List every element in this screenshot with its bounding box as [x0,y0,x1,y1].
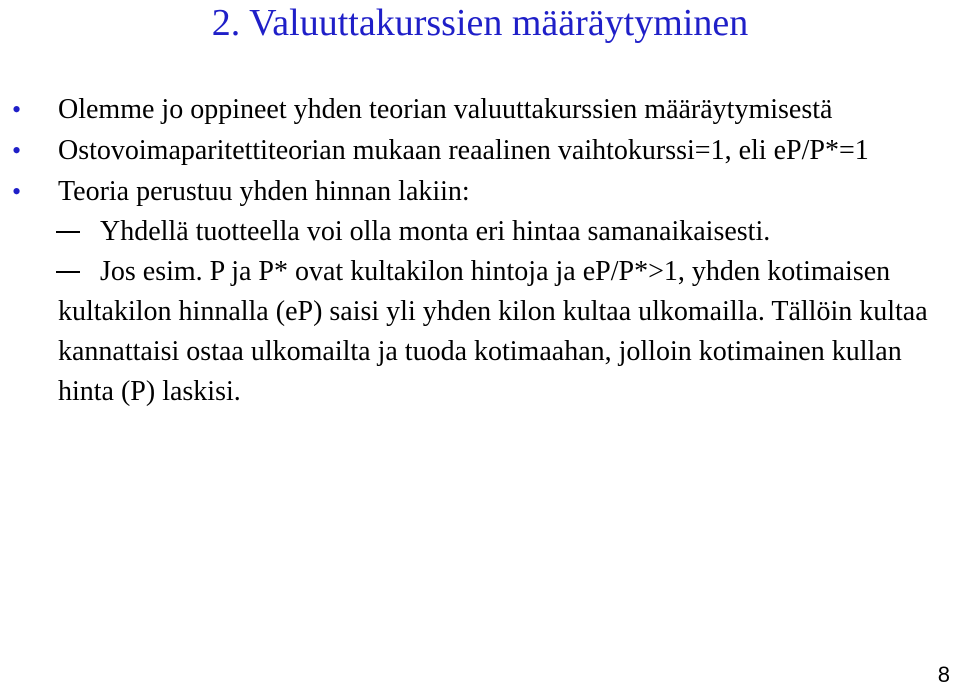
bullet-item [0,89,940,130]
slide-content [0,89,940,412]
dash-marker-icon [56,231,80,233]
sub-bullet-item [0,252,940,412]
bullet-marker-icon: • [12,95,22,124]
bullet-text: Olemme jo oppineet yhden teorian valuuttakurssien määräytymisestä [58,94,833,125]
sub-bullet-item [0,212,940,252]
bullet-text: Teoria perustuu yhden hinnan lakiin: [58,176,470,207]
sub-bullet-text: Jos esim. P ja P* ovat kultakilon hintoja ja eP/P*>1, yhden kotimaisen kultakilon hinnalla (eP) saisi yli yhden kilon kultaa ulkomailla. Tällöin kultaa kannattaisi ostaa ulkomailta ja tuoda kotimaahan, jolloin kotimainen kullan hinta (P) laskisi. [58,256,928,407]
sub-bullet-text: Yhdellä tuotteella voi olla monta eri hintaa samanaikaisesti. [100,216,771,247]
slide-title: 2. Valuuttakurssien määräytyminen [211,2,749,44]
bullet-text: Ostovoimaparitettiteorian mukaan reaalinen vaihtokurssi=1, eli eP/P*=1 [58,135,869,166]
bullet-item [0,130,940,171]
page-number: 8 [937,662,950,687]
bullet-marker-icon: • [12,136,22,165]
bullet-marker-icon: • [12,177,22,206]
bullet-item [0,171,940,212]
dash-marker-icon [56,271,80,273]
